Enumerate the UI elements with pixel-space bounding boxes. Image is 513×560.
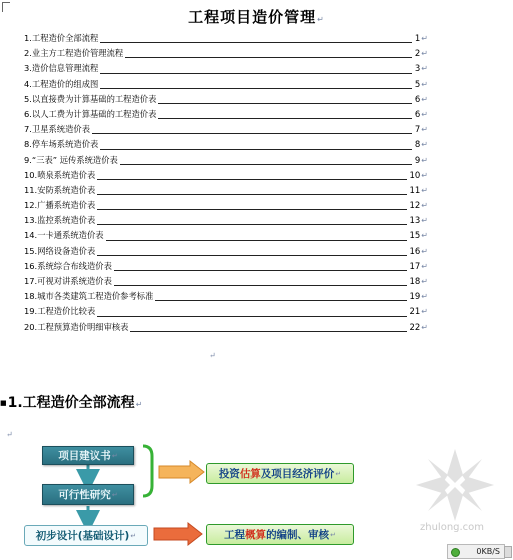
toc-entry-label: 16.系统综合布线造价表 xyxy=(24,259,114,274)
toc-entry-page xyxy=(407,213,428,229)
toc-entry-page xyxy=(407,320,428,336)
paragraph-mark: ↵ xyxy=(421,231,428,241)
toc-page-number: 19 xyxy=(409,292,421,303)
paragraph-mark: ↵ xyxy=(421,64,428,74)
flow-node-feasibility-study xyxy=(42,484,134,505)
flow-node-highlight: 概算 xyxy=(245,529,267,541)
toc-page-number: 5 xyxy=(414,79,421,90)
paragraph-mark: ↵ xyxy=(421,140,428,150)
toc-entry-page xyxy=(407,274,428,290)
paragraph-mark: ↵ xyxy=(421,79,428,89)
paragraph-mark: ↵ xyxy=(135,400,143,409)
toc-entry-label: 4.工程造价的组成图 xyxy=(24,77,100,92)
toc-entry-page xyxy=(413,61,428,77)
bracket-icon xyxy=(143,446,152,496)
toc-entry-page xyxy=(407,259,428,275)
toc-entry-page xyxy=(413,46,428,62)
heading-bullet-icon: ■ xyxy=(0,399,7,407)
paragraph-mark: ↵ xyxy=(330,530,336,539)
toc-entry-label: 8.停车场系统造价表 xyxy=(24,137,100,152)
toc-page-number: 1 xyxy=(414,34,421,44)
toc-page-number: 11 xyxy=(409,185,421,196)
flow-node-label: 工程 xyxy=(224,529,246,541)
toc-entry-label: 2.业主方工程造价管理流程 xyxy=(24,46,125,61)
toc-page-number: 17 xyxy=(409,261,421,272)
speed-readout: 0KB/S xyxy=(476,547,500,556)
toc-entry-label: 5.以直接费为计算基础的工程造价表 xyxy=(24,92,158,107)
watermark-text: zhulong.com xyxy=(420,522,485,533)
toc-entry-label: 20.工程预算造价明细审核表 xyxy=(24,320,130,335)
toc-page-number: 18 xyxy=(409,277,421,287)
toc-page-number: 13 xyxy=(409,216,421,227)
toc-page-number: 22 xyxy=(409,322,421,333)
flow-node-highlight: 估算 xyxy=(239,468,261,480)
flow-node-budget-estimate xyxy=(206,524,354,545)
toc-entry-page xyxy=(407,183,428,199)
paragraph-mark: ↵ xyxy=(111,451,118,460)
toc-entry-page xyxy=(407,289,428,305)
toc-entry-label: 11.安防系统造价表 xyxy=(24,183,97,198)
arrow-right-icon xyxy=(154,523,202,545)
toc-entry-label: 17.可视对讲系统造价表 xyxy=(24,274,114,289)
paragraph-mark: ↵ xyxy=(421,125,428,135)
watermark-logo-icon xyxy=(410,445,500,525)
toc-entry-page xyxy=(413,77,428,93)
toc-entry-page xyxy=(413,122,428,138)
toc-page-number: 15 xyxy=(409,231,421,242)
paragraph-mark: ↵ xyxy=(421,201,428,211)
paragraph-mark: ↵ xyxy=(421,307,428,317)
toc-page-number: 2 xyxy=(414,49,421,60)
flow-node-label: 可行性研究 xyxy=(58,489,111,501)
paragraph-mark: ↵ xyxy=(421,185,428,195)
paragraph-mark: ↵ xyxy=(130,531,137,540)
document-title-text: 工程项目造价管理 xyxy=(188,8,317,26)
flow-node-label: 的编制、审核 xyxy=(266,529,330,541)
toc-entry-page xyxy=(413,92,428,108)
paragraph-mark: ↵ xyxy=(421,216,428,226)
paragraph-mark: ↵ xyxy=(421,292,428,302)
toc-page-number: 3 xyxy=(414,64,421,75)
flow-node-investment-estimate xyxy=(206,463,354,484)
toc-entry-label: 18.城市各类建筑工程造价参考标准 xyxy=(24,289,155,304)
toc-entry-page xyxy=(413,153,428,169)
toc-entry-page xyxy=(407,244,428,260)
toc-page-number: 8 xyxy=(414,140,421,151)
paragraph-mark: ↵ xyxy=(421,246,428,256)
toc-entry-label: 1.工程造价全部流程 xyxy=(24,31,100,46)
arrow-right-icon xyxy=(159,461,204,483)
toc-page-number: 16 xyxy=(409,246,421,257)
flow-node-label: 项目建议书 xyxy=(58,450,111,462)
toc-page-number: 9 xyxy=(414,155,421,166)
toc-entry-label: 9.“三表” 远传系统造价表 xyxy=(24,153,120,168)
paragraph-mark: ↵ xyxy=(111,490,118,499)
scrollbar-thumb[interactable] xyxy=(504,546,512,558)
toc-page-number: 21 xyxy=(409,307,421,318)
toc-entry-label: 6.以人工费为计算基础的工程造价表 xyxy=(24,107,158,122)
toc-entry-label: 15.网络设备造价表 xyxy=(24,244,97,259)
flow-node-label: 投资 xyxy=(218,468,240,480)
toc-entry-label: 10.喷泉系统造价表 xyxy=(24,168,97,183)
paragraph-mark: ↵ xyxy=(421,261,428,271)
toc-entry-label: 19.工程造价比较表 xyxy=(24,304,97,319)
toc-page-number: 10 xyxy=(409,170,421,181)
toc-entry-label: 12.广播系统造价表 xyxy=(24,198,97,213)
status-dot-icon xyxy=(451,548,460,557)
toc-entry-label: 3.造价信息管理流程 xyxy=(24,61,100,76)
paragraph-mark: ↵ xyxy=(209,351,216,360)
paragraph-mark: ↵ xyxy=(421,277,428,286)
toc-entry-page xyxy=(413,31,428,47)
toc-entry-page xyxy=(407,168,428,184)
paragraph-mark: ↵ xyxy=(421,322,428,332)
paragraph-mark: ↵ xyxy=(335,469,342,478)
toc-entry-label: 13.监控系统造价表 xyxy=(24,213,97,228)
paragraph-mark: ↵ xyxy=(6,430,13,439)
toc-entry-page xyxy=(413,107,428,123)
paragraph-mark: ↵ xyxy=(421,49,428,59)
toc-entry-label: 7.卫星系统造价表 xyxy=(24,122,92,137)
paragraph-mark: ↵ xyxy=(421,155,428,165)
toc-page-number: 6 xyxy=(414,94,421,105)
toc-entry-page xyxy=(407,304,428,320)
paragraph-mark: ↵ xyxy=(421,34,428,43)
section-heading-text: 1.工程造价全部流程 xyxy=(7,395,135,411)
toc-page-number: 6 xyxy=(414,109,421,120)
toc-page-number: 7 xyxy=(414,125,421,136)
toc-entry-page xyxy=(407,228,428,244)
toc-page-number: 12 xyxy=(409,201,421,212)
toc-entry-label: 14.一卡通系统造价表 xyxy=(24,228,106,243)
paragraph-mark: ↵ xyxy=(421,170,428,180)
flow-node-preliminary-design xyxy=(24,525,148,546)
network-speed-indicator[interactable] xyxy=(447,544,505,559)
toc-entry-page xyxy=(407,198,428,214)
flow-node-label: 初步设计(基础设计) xyxy=(35,530,130,542)
flow-node-project-proposal xyxy=(42,446,134,465)
toc-entry-page xyxy=(413,137,428,153)
paragraph-mark: ↵ xyxy=(317,15,325,24)
paragraph-mark: ↵ xyxy=(421,94,428,104)
flow-node-label: 及项目经济评价 xyxy=(260,468,335,480)
paragraph-mark: ↵ xyxy=(421,109,428,119)
